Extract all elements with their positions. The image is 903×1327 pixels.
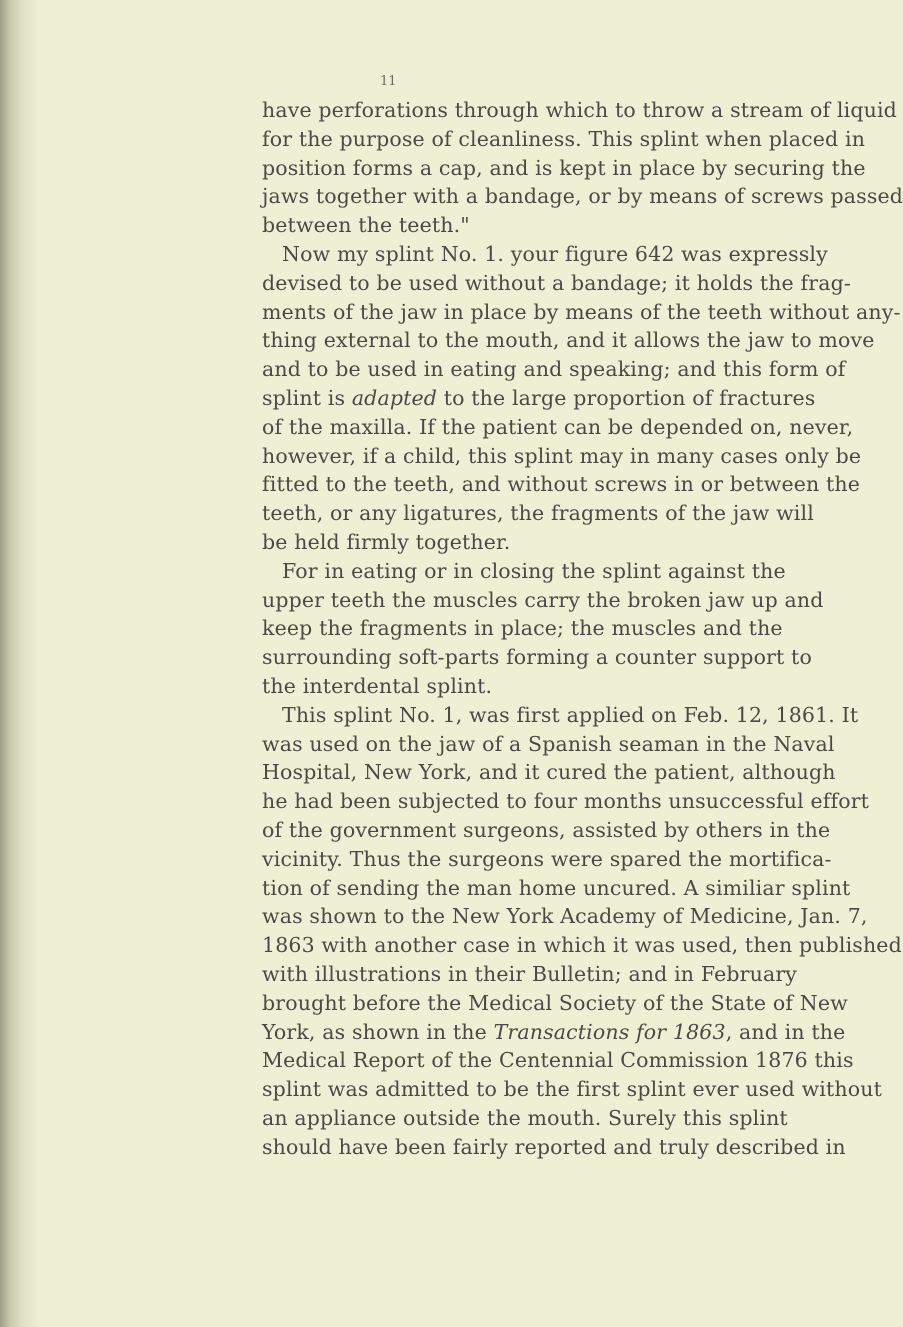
text-line: for the purpose of cleanliness. This splint when placed in — [262, 126, 866, 151]
text-fragment: splint is — [262, 385, 346, 410]
text-line: surrounding soft-parts forming a counter support to — [262, 645, 812, 670]
paragraph-start-line: For in eating or in closing the splint against the — [282, 558, 786, 583]
text-line: with illustrations in their Bulletin; and in February — [262, 961, 797, 986]
text-line: should have been fairly reported and truly described in — [262, 1134, 846, 1159]
text-line: and to be used in eating and speaking; and this form of — [262, 357, 846, 382]
body-text — [262, 96, 903, 1161]
text-line: teeth, or any ligatures, the fragments of the jaw will — [262, 501, 814, 526]
text-line: 1863 with another case in which it was used, then published — [262, 933, 902, 958]
text-line: ments of the jaw in place by means of the teeth without any- — [262, 299, 901, 324]
text-line: splint was admitted to be the first splint ever used without — [262, 1077, 882, 1102]
italic-title: Transactions for 1863 — [493, 1019, 726, 1044]
paragraph-start-line: This splint No. 1, was first applied on Feb. 12, 1861. It — [282, 702, 859, 727]
text-line: of the government surgeons, assisted by others in the — [262, 817, 831, 842]
text-line: Medical Report of the Centennial Commission 1876 this — [262, 1048, 854, 1073]
text-line: brought before the Medical Society of the State of New — [262, 990, 848, 1015]
text-line: was shown to the New York Academy of Medicine, Jan. 7, — [262, 904, 868, 929]
text-line: tion of sending the man home uncured. A similiar splint — [262, 875, 851, 900]
text-line: have perforations through which to throw a stream of liquid — [262, 98, 897, 122]
text-line: vicinity. Thus the surgeons were spared the mortifica- — [262, 846, 832, 871]
text-line: be held firmly together. — [262, 529, 511, 554]
text-line: between the teeth." — [262, 213, 470, 238]
text-line: jaws together with a bandage, or by means of screws passed — [262, 184, 903, 209]
text-line: was used on the jaw of a Spanish seaman in the Naval — [262, 731, 835, 756]
page-binding-shadow — [0, 0, 40, 1327]
text-line: upper teeth the muscles carry the broken jaw up and — [262, 587, 824, 612]
text-fragment: York, as shown in the — [262, 1019, 487, 1044]
text-line: thing external to the mouth, and it allows the jaw to move — [262, 328, 875, 353]
text-fragment: to the large proportion of fractures — [443, 385, 816, 410]
text-line: position forms a cap, and is kept in place by securing the — [262, 155, 866, 180]
text-line: devised to be used without a bandage; it holds the frag- — [262, 270, 851, 295]
text-line: of the maxilla. If the patient can be depended on, never, — [262, 414, 854, 439]
italic-word: adapted — [351, 385, 438, 410]
text-line — [262, 384, 816, 413]
text-line: keep the fragments in place; the muscles and the — [262, 616, 783, 641]
paragraph-start-line: Now my splint No. 1. your figure 642 was expressly — [282, 241, 828, 266]
page-number: 11 — [380, 74, 397, 89]
text-line: he had been subjected to four months unsuccessful effort — [262, 789, 870, 814]
text-line: however, if a child, this splint may in many cases only be — [262, 443, 862, 468]
text-line: fitted to the teeth, and without screws in or between the — [262, 472, 861, 497]
text-line — [262, 1018, 846, 1047]
text-line: Hospital, New York, and it cured the patient, although — [262, 760, 836, 785]
text-fragment: , and in the — [725, 1019, 846, 1044]
text-line: an appliance outside the mouth. Surely this splint — [262, 1105, 788, 1130]
text-line: the interdental splint. — [262, 673, 493, 698]
